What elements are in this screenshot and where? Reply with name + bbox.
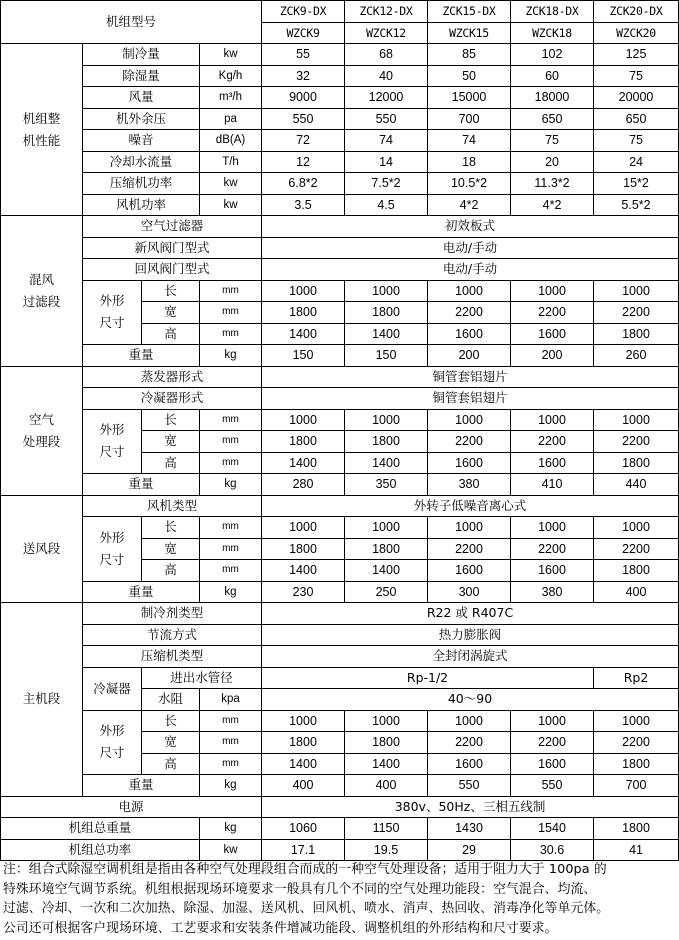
mixing-row-weight: 重量 kg 150 150 200 200 260: [1, 345, 679, 367]
section-air-handling: 空气 处理段: [1, 366, 83, 495]
mixing-row-filter: 混风 过滤段 空气过滤器 初效板式: [1, 216, 679, 238]
row-total-power: 机组总功率 kw 17.1 19.5 29 30.6 41: [1, 839, 679, 861]
footnote-line: 过滤、冷却、一次和二次加热、除湿、加湿、送风机、回风机、喷水、消声、热回收、消毒净化等单元体。: [3, 901, 610, 917]
dims-label: 外形 尺寸: [83, 517, 142, 582]
header-row-dx: [1, 1, 679, 23]
main-row-pipe: 冷凝器 进出水管径 Rp-1/2 Rp2: [1, 667, 679, 689]
model-dx-1: ZCK9-DX: [262, 1, 345, 23]
model-w-4: WZCK18: [511, 22, 594, 44]
perf-row-airflow: 风量 m³/h 9000 12000 15000 18000 20000: [1, 87, 679, 109]
fan-row-width: 宽 mm 1800 1800 2200 2200 2200: [1, 538, 679, 560]
mixing-row-height: 高 mm 1400 1400 1600 1600 1800: [1, 323, 679, 345]
model-dx-4: ZCK18-DX: [511, 1, 594, 23]
perf-row-fan-power: 风机功率 kw 3.5 4.5 4*2 4*2 5.5*2: [1, 194, 679, 216]
perf-row-compressor-power: 压缩机功率 kw 6.8*2 7.5*2 10.5*2 11.3*2 15*2: [1, 173, 679, 195]
footnote-line: 注：组合式除湿空调机组是指由各种空气处理段组合而成的一种空气处理设备；适用于阻力大于 100pa 的: [3, 862, 607, 877]
main-row-height: 高 mm 1400 1400 1600 1600 1800: [1, 753, 679, 775]
ah-row-weight: 重量 kg 280 350 380 410 440: [1, 474, 679, 496]
perf-row-noise: 噪音 dB(A) 72 74 74 75 75: [1, 130, 679, 152]
ah-row-height: 高 mm 1400 1400 1600 1600 1800: [1, 452, 679, 474]
dims-label: 外形 尺寸: [83, 409, 142, 474]
row-unit: kw: [200, 44, 262, 66]
ah-row-width: 宽 mm 1800 1800 2200 2200 2200: [1, 431, 679, 453]
row-total-weight: 机组总重量 kg 1060 1150 1430 1540 1800: [1, 818, 679, 840]
perf-row-water-flow: 冷却水流量 T/h 12 14 18 20 24: [1, 151, 679, 173]
mixing-row-return-damper: 回风阀门型式 电动/手动: [1, 259, 679, 281]
fan-row-length: 外形 尺寸 长 mm 1000 1000 1000 1000 1000: [1, 517, 679, 539]
model-w-2: WZCK12: [345, 22, 428, 44]
section-supply-fan: 送风段: [1, 495, 83, 603]
section-mixing: 混风 过滤段: [1, 216, 83, 367]
mixing-row-fresh-damper: 新风阀门型式 电动/手动: [1, 237, 679, 259]
mixing-row-width: 宽 mm 1800 1800 2200 2200 2200: [1, 302, 679, 324]
row-label: 制冷量: [83, 44, 200, 66]
model-dx-2: ZCK12-DX: [345, 1, 428, 23]
ah-row-length: 外形 尺寸 长 mm 1000 1000 1000 1000 1000: [1, 409, 679, 431]
main-row-refrigerant: 主机段 制冷剂类型 R22 或 R407C: [1, 603, 679, 625]
section-performance: 机组整 机性能: [1, 44, 83, 216]
ah-row-condenser: 冷凝器形式 铜管套铝翅片: [1, 388, 679, 410]
model-w-1: WZCK9: [262, 22, 345, 44]
perf-row-dehumid: 除湿量 Kg/h 32 40 50 60 75: [1, 65, 679, 87]
footnote-line: 特殊环境空气调节系统。机组根据现场环境要求一般具有几个不同的空气处理功能段：空气混合、均流、: [3, 881, 597, 897]
model-w-3: WZCK15: [428, 22, 511, 44]
main-row-water-resistance: 水阻 kpa 40～90: [1, 689, 679, 711]
main-row-length: 外形 尺寸 长 mm 1000 1000 1000 1000 1000: [1, 710, 679, 732]
model-dx-5: ZCK20-DX: [594, 1, 679, 23]
fan-row-type: 送风段 风机类型 外转子低噪音离心式: [1, 495, 679, 517]
perf-row-cooling: 机组整 机性能 制冷量 kw 55 68 85 102 125: [1, 44, 679, 66]
section-main-unit: 主机段: [1, 603, 83, 797]
main-row-compressor: 压缩机类型 全封闭涡旋式: [1, 646, 679, 668]
fan-row-weight: 重量 kg 230 250 300 380 400: [1, 581, 679, 603]
fan-row-height: 高 mm 1400 1400 1600 1600 1800: [1, 560, 679, 582]
main-row-throttle: 节流方式 热力膨胀阀: [1, 624, 679, 646]
dims-label: 外形 尺寸: [83, 280, 142, 345]
dims-label: 外形 尺寸: [83, 710, 142, 775]
footnote-line: 公司还可根据客户现场环境、工艺要求和安装条件增减功能段、调整机组的外形结构和尺寸要求。: [3, 920, 558, 936]
main-row-width: 宽 mm 1800 1800 2200 2200 2200: [1, 732, 679, 754]
perf-row-pressure: 机外余压 pa 550 550 700 650 650: [1, 108, 679, 130]
mixing-row-length: 外形 尺寸 长 mm 1000 1000 1000 1000 1000: [1, 280, 679, 302]
model-dx-3: ZCK15-DX: [428, 1, 511, 23]
condenser-label: 冷凝器: [83, 667, 142, 710]
row-power-supply: 电源 380v、50Hz、三相五线制: [1, 796, 679, 818]
model-w-5: WZCK20: [594, 22, 679, 44]
main-row-weight: 重量 kg 400 400 550 550 700: [1, 775, 679, 797]
model-header-title: 机组型号: [1, 1, 262, 44]
ah-row-evaporator: 空气 处理段 蒸发器形式 铜管套铝翅片: [1, 366, 679, 388]
footnote: [3, 860, 679, 938]
